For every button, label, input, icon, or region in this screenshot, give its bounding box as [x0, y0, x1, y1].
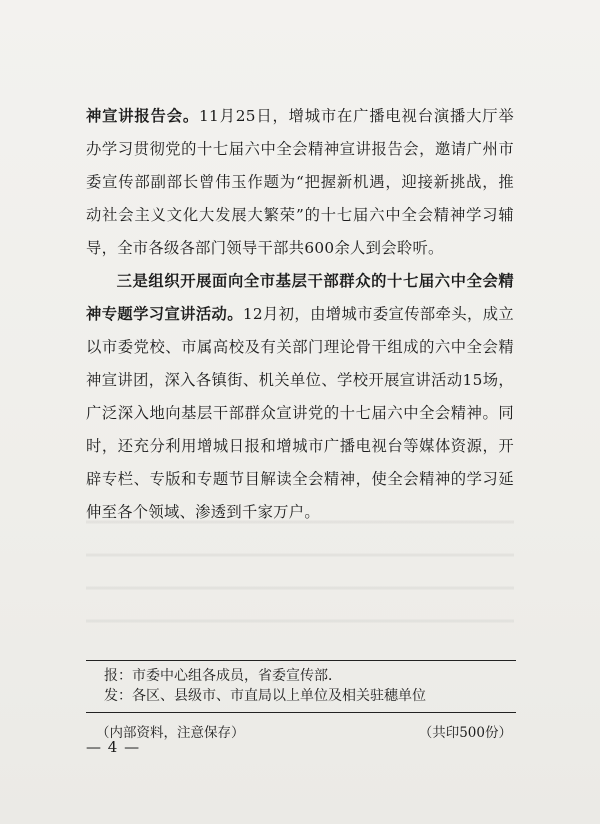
- paragraph-1: [86, 100, 514, 265]
- copies-count: （共印500份）: [418, 725, 512, 741]
- paragraph-1-lead: 神宣讲报告会。: [86, 107, 199, 125]
- paragraph-1-text: 11月25日，增城市在广播电视台演播大厅举办学习贯彻党的十七届六中全会精神宣讲报告会，邀请广州市委宣传部副部长曾伟玉作题为“把握新机遇，迎接新挑战，推动社会主义文化大发展大繁荣”的十七届六中全会精神学习辅导，全市各级各部门领导干部共600余人到会聆听。: [86, 107, 514, 257]
- send-to-line: 发：各区、县级市、市直局以上单位及相关驻穗单位: [104, 688, 426, 704]
- paragraph-2-lead: 三是组织开展面向全市基层干部群众的十七届六中全会精神专题学习宣讲活动。: [86, 272, 514, 323]
- distribution-block: [86, 661, 516, 712]
- report-to-line: 报：市委中心组各成员，省委宣传部．: [104, 668, 342, 684]
- footer-notes: [86, 713, 516, 741]
- distribution-footer: [86, 660, 516, 741]
- internal-note: （内部资料，注意保存）: [96, 725, 245, 741]
- page-number: — 4 —: [86, 738, 141, 756]
- paragraph-2-text: 12月初，由增城市委宣传部牵头，成立以市委党校、市属高校及有关部门理论骨干组成的六中全会精神宣讲团，深入各镇街、机关单位、学校开展宣讲活动15场，广泛深入地向基层干部群众宣讲党的十七届六中全会精神。同时，还充分利用增城日报和增城市广播电视台等媒体资源，开辟专栏、专版和专题节目解读全会精神，使全会精神的学习延伸至各个领域、渗透到千家万户。: [86, 305, 514, 521]
- paragraph-2: [86, 265, 514, 529]
- body-text: [86, 100, 514, 529]
